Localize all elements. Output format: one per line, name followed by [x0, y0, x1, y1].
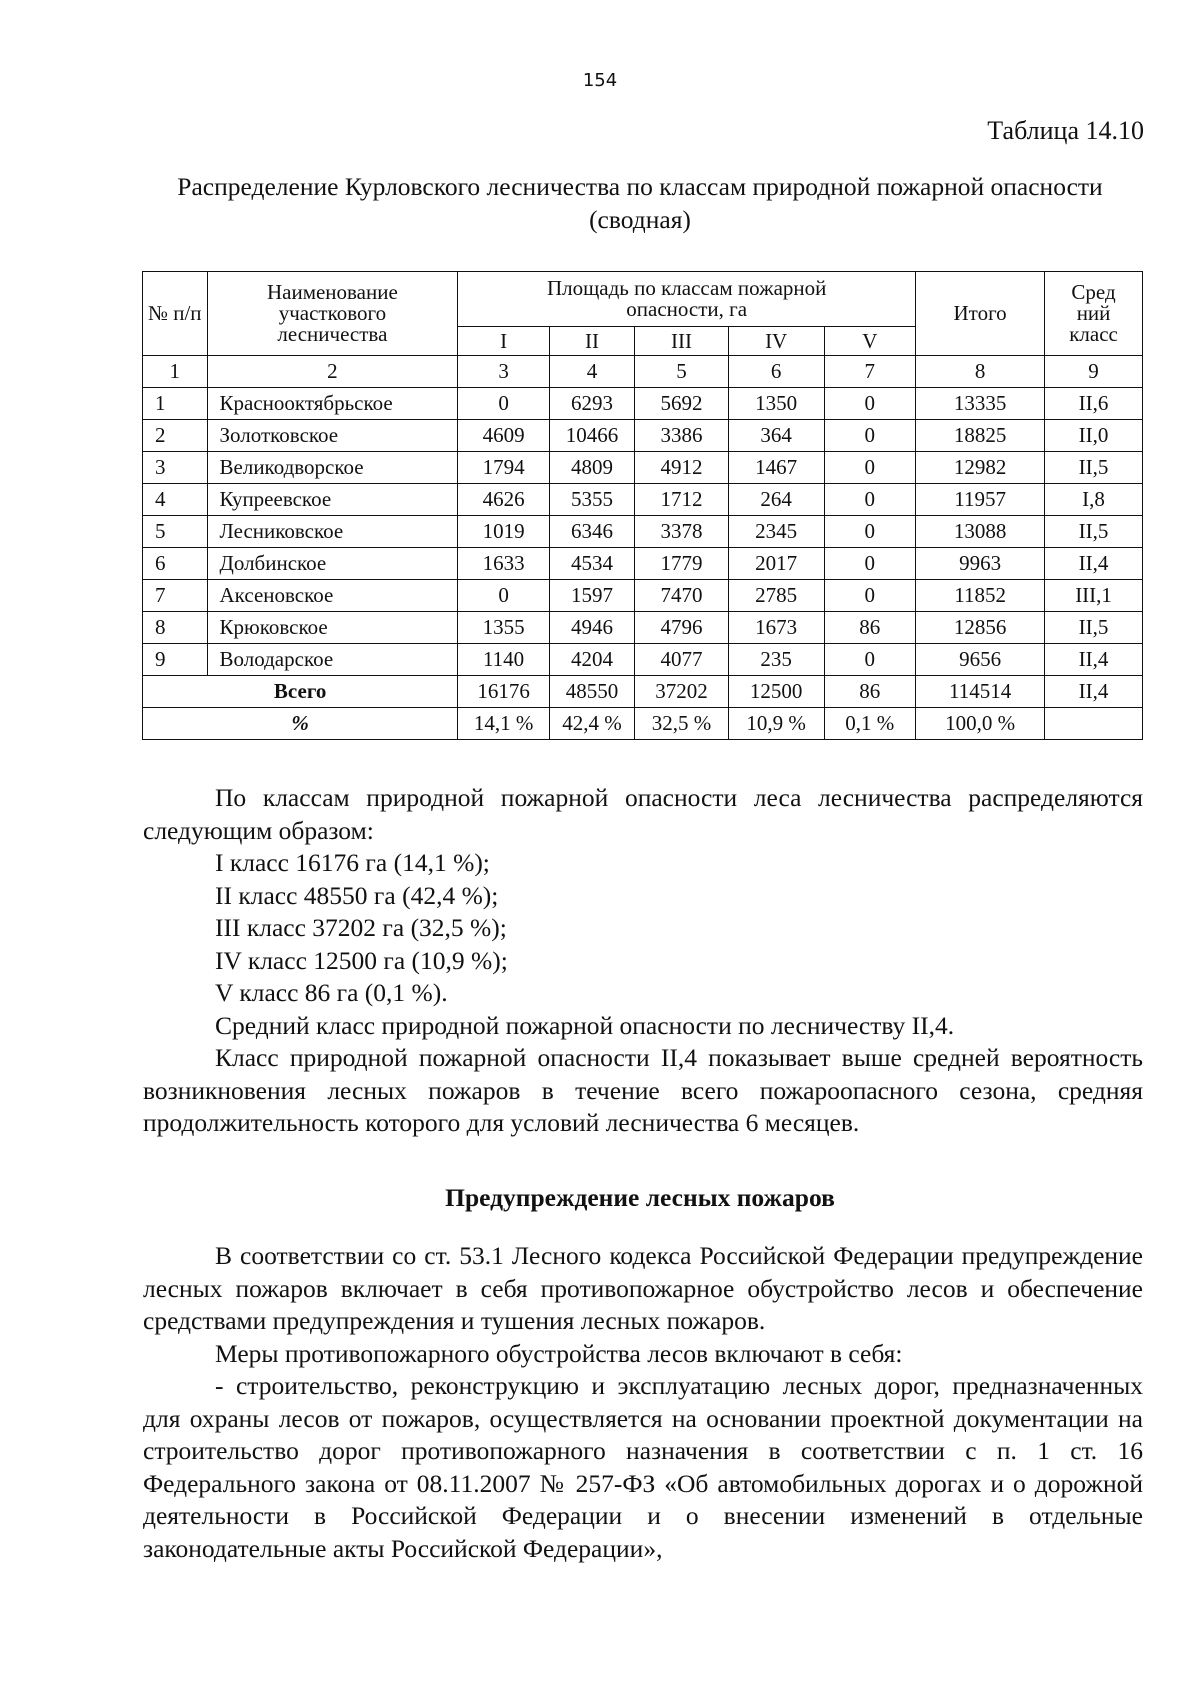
percent-cell: 14,1 %	[458, 708, 550, 740]
table-cell: 4534	[549, 548, 634, 580]
table-cell: 6293	[549, 388, 634, 420]
column-number-row	[143, 356, 1143, 388]
percent-cell: 42,4 %	[549, 708, 634, 740]
col-number: 8	[916, 356, 1045, 388]
table-cell: 1673	[728, 612, 824, 644]
table-row	[143, 484, 1143, 516]
table-cell: 4204	[549, 644, 634, 676]
table-cell: 235	[728, 644, 824, 676]
row-number: 6	[143, 548, 208, 580]
table-cell: II,5	[1045, 516, 1143, 548]
table-cell: III,1	[1045, 580, 1143, 612]
section-heading: Предупреждение лесных пожаров	[445, 1183, 835, 1212]
table-cell: 4626	[458, 484, 550, 516]
table-cell: 4912	[635, 452, 729, 484]
distribution-text	[143, 782, 1143, 1140]
table-cell: II,5	[1045, 612, 1143, 644]
table-cell: II,0	[1045, 420, 1143, 452]
table-cell: 4946	[549, 612, 634, 644]
table-cell: II,6	[1045, 388, 1143, 420]
table-label: Таблица 14.10	[987, 116, 1144, 145]
table-cell: 1633	[458, 548, 550, 580]
percent-cell	[1045, 708, 1143, 740]
table-cell: 0	[824, 644, 916, 676]
header-num: № п/п	[143, 272, 208, 356]
col-number: 3	[458, 356, 550, 388]
table-cell: 13335	[916, 388, 1045, 420]
average-class-line: Средний класс природной пожарной опасности по лесничеству II,4.	[215, 1010, 955, 1040]
col-number: 7	[824, 356, 916, 388]
col-number: 1	[143, 356, 208, 388]
col-number: 6	[728, 356, 824, 388]
total-cell: 12500	[728, 676, 824, 708]
forestry-name: Аксеновское	[207, 580, 458, 612]
header-class-2: II	[549, 327, 634, 356]
total-cell: II,4	[1045, 676, 1143, 708]
table-cell: 0	[824, 516, 916, 548]
prevention-text	[143, 1240, 1143, 1565]
table-cell: 3378	[635, 516, 729, 548]
row-number: 4	[143, 484, 208, 516]
table-cell: 1350	[728, 388, 824, 420]
table-cell: 4809	[549, 452, 634, 484]
percent-cell: 10,9 %	[728, 708, 824, 740]
table-cell: 5355	[549, 484, 634, 516]
class-line: II класс 48550 га (42,4 %);	[215, 880, 499, 910]
table-cell: 11957	[916, 484, 1045, 516]
table-row	[143, 644, 1143, 676]
table-cell: 0	[458, 580, 550, 612]
header-class-1: I	[458, 327, 550, 356]
table-cell: 0	[824, 548, 916, 580]
table-cell: 7470	[635, 580, 729, 612]
paragraph: В соответствии со ст. 53.1 Лесного кодекса Российской Федерации предупреждение лесных пожаров включает в себя противопожарное обустройство лесов и обеспечение средствами предупреждения и тушения лесных пожаров.	[143, 1241, 1143, 1335]
row-number: 7	[143, 580, 208, 612]
table-cell: 13088	[916, 516, 1045, 548]
header-class-4: IV	[728, 327, 824, 356]
fire-class-table	[142, 271, 1143, 740]
header-area: Площадь по классам пожарной опасности, га	[458, 272, 916, 327]
table-cell: II,5	[1045, 452, 1143, 484]
forestry-name: Крюковское	[207, 612, 458, 644]
table-cell: 5692	[635, 388, 729, 420]
row-number: 1	[143, 388, 208, 420]
table-row	[143, 516, 1143, 548]
table-row	[143, 452, 1143, 484]
col-number: 2	[207, 356, 458, 388]
table-cell: 4609	[458, 420, 550, 452]
table-cell: II,4	[1045, 644, 1143, 676]
table-row	[143, 420, 1143, 452]
row-number: 9	[143, 644, 208, 676]
paragraph: Меры противопожарного обустройства лесов включают в себя:	[215, 1338, 903, 1368]
forestry-name: Купреевское	[207, 484, 458, 516]
table-cell: 1467	[728, 452, 824, 484]
row-number: 5	[143, 516, 208, 548]
distribution-intro: По классам природной пожарной опасности леса лесничества распределяются следующим образом:	[143, 783, 1143, 845]
table-cell: 1779	[635, 548, 729, 580]
table-cell: 12856	[916, 612, 1045, 644]
table-cell: 0	[458, 388, 550, 420]
forestry-name: Великодворское	[207, 452, 458, 484]
table-cell: 1140	[458, 644, 550, 676]
table-cell: 4077	[635, 644, 729, 676]
total-label: Всего	[143, 676, 458, 708]
table-cell: 86	[824, 612, 916, 644]
total-cell: 48550	[549, 676, 634, 708]
table-row	[143, 612, 1143, 644]
forestry-name: Долбинское	[207, 548, 458, 580]
table-cell: 364	[728, 420, 824, 452]
table-title: Распределение Курловского лесничества по классам природной пожарной опасности (сводная)	[177, 172, 1103, 234]
table-cell: 0	[824, 388, 916, 420]
percent-row	[143, 708, 1143, 740]
header-total: Итого	[916, 272, 1045, 356]
forestry-name: Золотковское	[207, 420, 458, 452]
table-cell: 0	[824, 580, 916, 612]
table-cell: 10466	[549, 420, 634, 452]
table-cell: 2017	[728, 548, 824, 580]
class-line: I класс 16176 га (14,1 %);	[215, 848, 490, 877]
table-cell: 3386	[635, 420, 729, 452]
forestry-name: Володарское	[207, 644, 458, 676]
table-cell: 2785	[728, 580, 824, 612]
header-avg: Сред ний класс	[1045, 272, 1143, 356]
table-cell: 12982	[916, 452, 1045, 484]
table-cell: 1597	[549, 580, 634, 612]
table-cell: 9963	[916, 548, 1045, 580]
table-cell: I,8	[1045, 484, 1143, 516]
col-number: 5	[635, 356, 729, 388]
table-row	[143, 388, 1143, 420]
explanation-paragraph: Класс природной пожарной опасности II,4 показывает выше средней вероятность возникновения лесных пожаров в течение всего пожароопасного сезона, средняя продолжительность которого для условий лесничества 6 месяцев.	[143, 1043, 1143, 1137]
table-cell: 18825	[916, 420, 1045, 452]
table-row	[143, 580, 1143, 612]
table-cell: 1355	[458, 612, 550, 644]
header-class-3: III	[635, 327, 729, 356]
col-number: 9	[1045, 356, 1143, 388]
row-number: 3	[143, 452, 208, 484]
table-cell: 6346	[549, 516, 634, 548]
table-cell: 4796	[635, 612, 729, 644]
header-class-5: V	[824, 327, 916, 356]
total-cell: 37202	[635, 676, 729, 708]
page-number: 154	[582, 70, 618, 91]
table-cell: 11852	[916, 580, 1045, 612]
percent-cell: 0,1 %	[824, 708, 916, 740]
col-number: 4	[549, 356, 634, 388]
total-cell: 114514	[916, 676, 1045, 708]
table-cell: 1019	[458, 516, 550, 548]
table-cell: 0	[824, 484, 916, 516]
percent-cell: 100,0 %	[916, 708, 1045, 740]
forestry-name: Краснооктябрьское	[207, 388, 458, 420]
table-cell: 264	[728, 484, 824, 516]
total-cell: 16176	[458, 676, 550, 708]
percent-label: %	[143, 708, 458, 740]
percent-cell: 32,5 %	[635, 708, 729, 740]
table-cell: 1794	[458, 452, 550, 484]
class-line: III класс 37202 га (32,5 %);	[215, 913, 507, 942]
forestry-name: Лесниковское	[207, 516, 458, 548]
total-cell: 86	[824, 676, 916, 708]
row-number: 2	[143, 420, 208, 452]
header-name: Наименование участкового лесничества	[207, 272, 458, 356]
row-number: 8	[143, 612, 208, 644]
table-cell: 9656	[916, 644, 1045, 676]
table-cell: 0	[824, 452, 916, 484]
total-row	[143, 676, 1143, 708]
table-cell: 0	[824, 420, 916, 452]
class-line: V класс 86 га (0,1 %).	[215, 978, 448, 1007]
paragraph: - строительство, реконструкцию и эксплуатацию лесных дорог, предназначенных для охраны лесов от пожаров, осуществляется на основании проектной документации на строительство дорог противопожарного назначения в соответствии с п. 1 ст. 16 Федерального закона от 08.11.2007 № 257-ФЗ «Об автомобильных дорогах и о дорожной деятельности в Российской Федерации и о внесении изменений в отдельные законодательные акты Российской Федерации»,	[143, 1371, 1143, 1563]
table-cell: 2345	[728, 516, 824, 548]
table-cell: II,4	[1045, 548, 1143, 580]
table-cell: 1712	[635, 484, 729, 516]
class-line: IV класс 12500 га (10,9 %);	[215, 945, 508, 975]
table-row	[143, 548, 1143, 580]
